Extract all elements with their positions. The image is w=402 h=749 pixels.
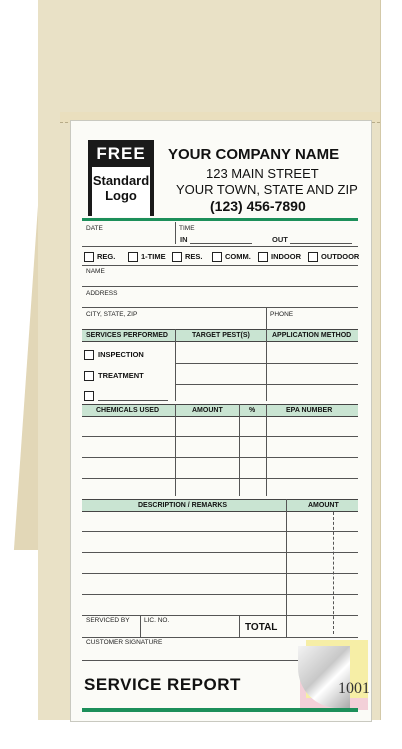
chem-divider-3 — [266, 404, 267, 496]
option-label-5: INDOOR — [271, 252, 301, 261]
in-line[interactable] — [190, 243, 252, 244]
option-label-6: OUTDOOR — [321, 252, 360, 261]
customer-signature-label[interactable]: CUSTOMER SIGNATURE — [86, 639, 163, 646]
logo-text-standard: Standard — [92, 173, 150, 188]
treatment-checkbox[interactable] — [84, 371, 94, 381]
company-town: YOUR TOWN, STATE AND ZIP — [176, 182, 358, 197]
form-number: 1001 — [338, 680, 370, 697]
epa-number-header: EPA NUMBER — [286, 407, 333, 414]
services-performed-header: SERVICES PERFORMED — [86, 332, 168, 339]
services-divider-1 — [175, 329, 176, 401]
serviced-divider — [140, 615, 141, 637]
chem-row-2 — [82, 457, 358, 458]
address-label[interactable]: ADDRESS — [86, 290, 118, 297]
chem-row-3 — [82, 478, 358, 479]
rule-total — [82, 637, 358, 638]
services-header — [82, 329, 358, 342]
chemicals-used-header: CHEMICALS USED — [96, 407, 160, 414]
option-checkbox-3[interactable] — [172, 252, 182, 262]
logo-free: FREE — [96, 144, 146, 163]
time-label[interactable]: TIME — [179, 225, 195, 232]
target-pests-header: TARGET PEST(S) — [192, 332, 250, 339]
option-checkbox-5[interactable] — [258, 252, 268, 262]
company-street: 123 MAIN STREET — [206, 166, 319, 181]
desc-row-2 — [82, 552, 358, 553]
bottom-rule — [82, 708, 358, 712]
inspection-checkbox[interactable] — [84, 350, 94, 360]
services-row-1 — [175, 363, 358, 364]
services-row-2 — [175, 384, 358, 385]
company-name: YOUR COMPANY NAME — [168, 146, 340, 163]
desc-amount-divider — [286, 499, 287, 637]
city-label[interactable]: CITY, STATE, ZIP — [86, 311, 138, 318]
desc-row-5 — [82, 615, 358, 616]
serviced-by-label[interactable]: SERVICED BY — [86, 617, 130, 624]
option-label-4: COMM. — [225, 252, 251, 261]
description-header — [82, 499, 358, 512]
other-service-line[interactable] — [98, 400, 168, 401]
in-label: IN — [180, 235, 188, 244]
out-line[interactable] — [290, 243, 352, 244]
total-divider — [239, 615, 240, 637]
service-report-title: SERVICE REPORT — [84, 675, 241, 694]
rule-date — [82, 246, 358, 247]
top-rule — [82, 218, 358, 221]
date-label[interactable]: DATE — [86, 225, 103, 232]
logo-box — [92, 167, 150, 217]
treatment-label: TREATMENT — [98, 371, 144, 380]
rule-signature — [82, 660, 298, 661]
lic-no-label[interactable]: LIC. NO. — [144, 617, 170, 624]
services-divider-2 — [266, 329, 267, 401]
out-label: OUT — [272, 235, 288, 244]
chemicals-amount-header: AMOUNT — [192, 407, 223, 414]
option-checkbox-6[interactable] — [308, 252, 318, 262]
chemicals-header — [82, 404, 358, 417]
description-remarks-header: DESCRIPTION / REMARKS — [138, 502, 228, 509]
rule-name — [82, 286, 358, 287]
desc-row-3 — [82, 573, 358, 574]
company-phone: (123) 456-7890 — [210, 198, 306, 214]
logo — [88, 140, 154, 216]
other-service-checkbox[interactable] — [84, 391, 94, 401]
chem-divider-1 — [175, 404, 176, 496]
application-method-header: APPLICATION METHOD — [272, 332, 352, 339]
option-label-3: RES. — [185, 252, 203, 261]
date-divider — [175, 222, 176, 244]
city-divider — [266, 307, 267, 329]
option-checkbox-2[interactable] — [128, 252, 138, 262]
rule-options — [82, 265, 358, 266]
inspection-label: INSPECTION — [98, 350, 144, 359]
option-checkbox-4[interactable] — [212, 252, 222, 262]
option-label-2: 1-TIME — [141, 252, 166, 261]
name-label[interactable]: NAME — [86, 268, 105, 275]
rule-address — [82, 307, 358, 308]
desc-row-1 — [82, 531, 358, 532]
desc-row-4 — [82, 594, 358, 595]
logo-text-logo: Logo — [105, 188, 137, 203]
description-amount-header: AMOUNT — [308, 502, 339, 509]
chem-divider-2 — [239, 404, 240, 496]
chem-row-1 — [82, 436, 358, 437]
phone-label[interactable]: PHONE — [270, 311, 294, 318]
option-checkbox-1[interactable] — [84, 252, 94, 262]
total-label: TOTAL — [245, 622, 278, 633]
option-label-1: REG. — [97, 252, 116, 261]
chemicals-percent-header: % — [249, 407, 256, 414]
